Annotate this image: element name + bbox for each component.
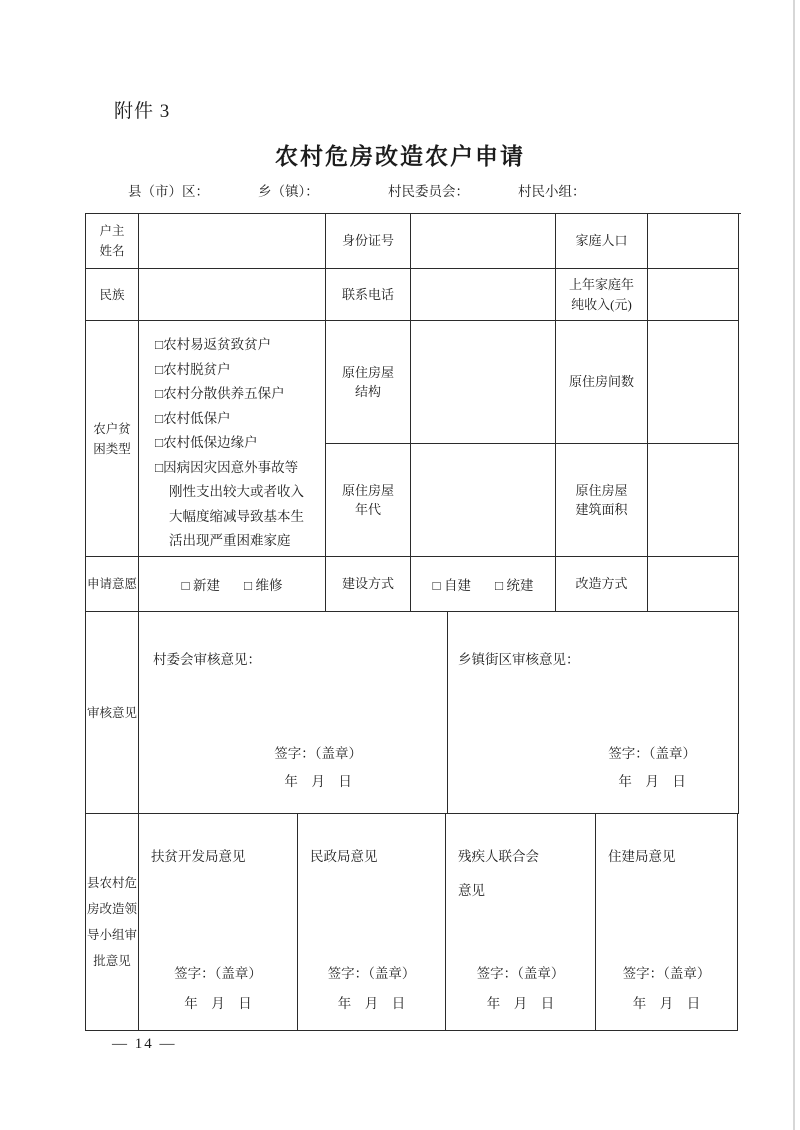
housing-bureau-cell[interactable] — [596, 814, 738, 1031]
house-age-field[interactable] — [411, 444, 556, 557]
date-label: 年 月 日 — [486, 996, 555, 1011]
disabled-federation-cell[interactable] — [446, 814, 596, 1031]
house-age-label: 原住房屋 年代 — [326, 444, 411, 557]
township-review-label: 乡镇街区审核意见： — [458, 652, 580, 667]
poverty-option-subsistence-checkbox[interactable]: □农村低保户 — [155, 410, 231, 426]
id-number-label: 身份证号 — [326, 214, 411, 269]
page-title: 农村危房改造农户申请 — [275, 144, 525, 169]
signature-label: 签字：（盖章） — [622, 966, 711, 981]
housing-bureau-label: 住建局意见 — [608, 849, 676, 864]
civil-affairs-bureau-cell[interactable] — [298, 814, 446, 1031]
house-structure-field[interactable] — [411, 321, 556, 444]
householder-name-field[interactable] — [139, 214, 326, 269]
application-form-table — [85, 213, 741, 1031]
poverty-type-options — [139, 321, 326, 557]
county-label: 县（市）区： — [128, 184, 209, 199]
date-label: 年 月 日 — [284, 774, 352, 789]
family-size-label: 家庭人口 — [556, 214, 648, 269]
date-label: 年 月 日 — [618, 774, 686, 789]
village-signature-block — [274, 742, 362, 790]
ethnicity-field[interactable] — [139, 269, 326, 321]
repair-checkbox[interactable]: □ 维修 — [244, 578, 283, 593]
approval-section — [86, 814, 741, 1031]
id-number-field[interactable] — [411, 214, 556, 269]
renovation-mode-label: 改造方式 — [556, 557, 648, 612]
application-intent-options — [139, 557, 326, 612]
review-section — [86, 612, 741, 814]
poverty-option-marginal-checkbox[interactable]: □农村低保边缘户 — [155, 435, 258, 450]
housing-bureau-signature-block — [596, 962, 737, 1012]
room-count-label: 原住房间数 — [556, 321, 648, 444]
signature-label: 签字：（盖章） — [476, 966, 565, 981]
approval-group-label: 县农村危 房改造领 导小组审 批意见 — [86, 814, 139, 1031]
house-area-field[interactable] — [648, 444, 739, 557]
poverty-bureau-signature-block — [139, 962, 297, 1012]
poverty-option-return-checkbox[interactable]: □农村易返贫致贫户 — [155, 337, 272, 352]
income-field[interactable] — [648, 269, 739, 321]
date-label: 年 月 日 — [632, 996, 701, 1011]
signature-label: 签字：（盖章） — [327, 966, 416, 981]
new-build-checkbox[interactable]: □ 新建 — [181, 578, 220, 593]
poverty-option-hardship-checkbox[interactable]: □因病因灾因意外事故等 刚性支出较大或者收入 大幅度缩减导致基本生 活出现严重困难家庭 — [155, 459, 304, 548]
phone-label: 联系电话 — [326, 269, 411, 321]
house-area-label: 原住房屋 建筑面积 — [556, 444, 648, 557]
poverty-bureau-cell[interactable] — [139, 814, 298, 1031]
review-opinion-label: 审核意见 — [86, 612, 139, 814]
unified-build-checkbox[interactable]: □ 统建 — [495, 578, 534, 593]
township-label: 乡（镇）： — [258, 184, 319, 199]
house-structure-label: 原住房屋 结构 — [326, 321, 411, 444]
room-count-field[interactable] — [648, 321, 739, 444]
village-review-cell[interactable] — [139, 612, 448, 814]
township-signature-block — [608, 742, 696, 790]
page-number: — 14 — — [112, 1036, 177, 1052]
poverty-bureau-label: 扶贫开发局意见 — [151, 849, 246, 864]
poverty-option-lifted-checkbox[interactable]: □农村脱贫户 — [155, 361, 231, 377]
basic-info-section — [86, 214, 741, 612]
village-group-label: 村民小组： — [518, 184, 586, 199]
income-label: 上年家庭年 纯收入(元) — [556, 269, 648, 321]
date-label: 年 月 日 — [184, 996, 252, 1011]
township-review-cell[interactable] — [448, 612, 739, 814]
self-build-checkbox[interactable]: □ 自建 — [432, 578, 471, 593]
village-committee-label: 村民委员会： — [388, 184, 469, 199]
householder-name-label: 户主 姓名 — [86, 214, 139, 269]
civil-affairs-signature-block — [298, 962, 445, 1012]
disabled-federation-signature-block — [446, 962, 595, 1012]
attachment-label: 附件 3 — [114, 101, 171, 122]
family-size-field[interactable] — [648, 214, 739, 269]
ethnicity-label: 民族 — [86, 269, 139, 321]
application-intent-label: 申请意愿 — [86, 557, 139, 612]
build-mode-options — [411, 557, 556, 612]
build-mode-label: 建设方式 — [326, 557, 411, 612]
phone-field[interactable] — [411, 269, 556, 321]
signature-label: 签字：（盖章） — [608, 746, 696, 761]
signature-label: 签字：（盖章） — [174, 966, 262, 981]
disabled-federation-label: 残疾人联合会 意见 — [458, 849, 539, 898]
signature-label: 签字：（盖章） — [274, 746, 362, 761]
village-review-label: 村委会审核意见： — [153, 652, 261, 667]
poverty-option-five-guarantee-checkbox[interactable]: □农村分散供养五保户 — [155, 386, 285, 401]
poverty-type-label: 农户贫 困类型 — [86, 321, 139, 557]
date-label: 年 月 日 — [337, 996, 406, 1011]
renovation-mode-field[interactable] — [648, 557, 739, 612]
civil-affairs-bureau-label: 民政局意见 — [310, 849, 378, 864]
